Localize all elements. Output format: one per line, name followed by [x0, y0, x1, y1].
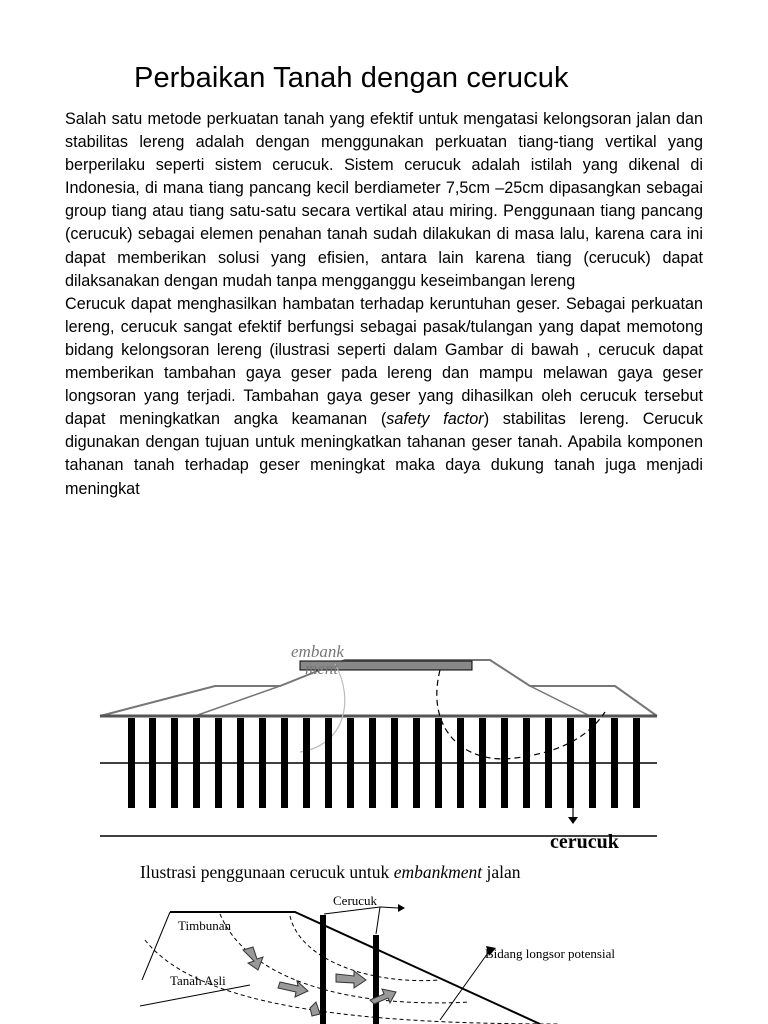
cerucuk-pointer-3: [380, 907, 398, 908]
label-tanah-asli: Tanah Asli: [170, 973, 226, 988]
caption-part-2: jalan: [482, 862, 521, 882]
cerucuk-pointer-head: [568, 817, 578, 824]
slope-illustration: [140, 890, 680, 1024]
timbunan-left-slope: [142, 912, 170, 980]
cerucuk-pointer-head: [398, 904, 405, 912]
caption-italic: embankment: [393, 862, 483, 882]
paragraph-2-part-2: ) stabilitas lereng. Cerucuk digunakan dengan tujuan untuk meningkatkan tahanan geser tanah. Apabila komponen tahanan tanah terhadap geser meningkat maka daya dukung tanah juga menjadi meningkat: [65, 410, 704, 498]
label-bidang-longsor: Bidang longsor potensial: [485, 946, 615, 961]
page-title: Perbaikan Tanah dengan cerucuk: [134, 62, 569, 94]
caption-part-1: Ilustrasi penggunaan cerucuk untuk: [140, 862, 394, 882]
paragraph-2-part-1: Cerucuk dapat menghasilkan hambatan terhadap keruntuhan geser. Sebagai perkuatan lereng, cerucuk sangat efektif berfungsi sebagai pasak/tulangan yang dapat memotong bidang kelongsoran lereng (ilustrasi seperti dalam Gambar di bawah , cerucuk dapat memberikan tambahan gaya geser pada lereng dan mampu melawan gaya geser longsoran yang terjadi. Tambahan gaya geser yang dihasilkan oleh cerucuk tersebut dapat meningkatkan angka keamanan (: [65, 294, 703, 429]
slip-curve-inner: [290, 916, 440, 981]
label-cerucuk: cerucuk: [550, 831, 619, 853]
cerucuk-pointer-2: [376, 907, 380, 934]
label-embankment-1: embank: [291, 642, 344, 661]
label-embankment-2: ment: [305, 659, 339, 678]
paragraph-2: [65, 293, 703, 501]
label-timbunan: Timbunan: [178, 918, 231, 933]
cerucuk-pile-1: [320, 915, 326, 1024]
paragraph-1: Salah satu metode perkuatan tanah yang efektif untuk mengatasi kelongsoran jalan dan stabilitas lereng adalah dengan menggunakan perkuatan tiang-tiang vertikal yang berperilaku seperti sistem cerucuk. Sistem cerucuk adalah istilah yang dikenal di Indonesia, di mana tiang pancang kecil berdiameter 7,5cm –25cm dipasangkan sebagai group tiang atau tiang satu-satu secara vertikal atau miring. Penggunaan tiang pancang (cerucuk) sebagai elemen penahan tanah sudah dilakukan di masa lalu, karena cara ini dapat memberikan solusi yang efisien, antara lain karena tiang (cerucuk) dapat dilaksanakan dengan mudah tanpa mengganggu keseimbangan lereng: [65, 110, 703, 290]
safety-factor-term: safety factor: [386, 410, 484, 429]
tanah-asli-line: [140, 985, 250, 1006]
cerucuk-pointer-1: [324, 907, 380, 914]
embankment-inner-left: [195, 686, 280, 716]
bidang-pointer-1: [440, 950, 490, 1020]
embankment-inner-right: [530, 686, 590, 716]
label-cerucuk-2: Cerucuk: [333, 893, 378, 908]
embankment-illustration: [95, 630, 665, 860]
cerucuk-pile-2: [373, 935, 379, 1024]
figure-1-caption: [140, 862, 521, 883]
body-text: [65, 108, 703, 501]
